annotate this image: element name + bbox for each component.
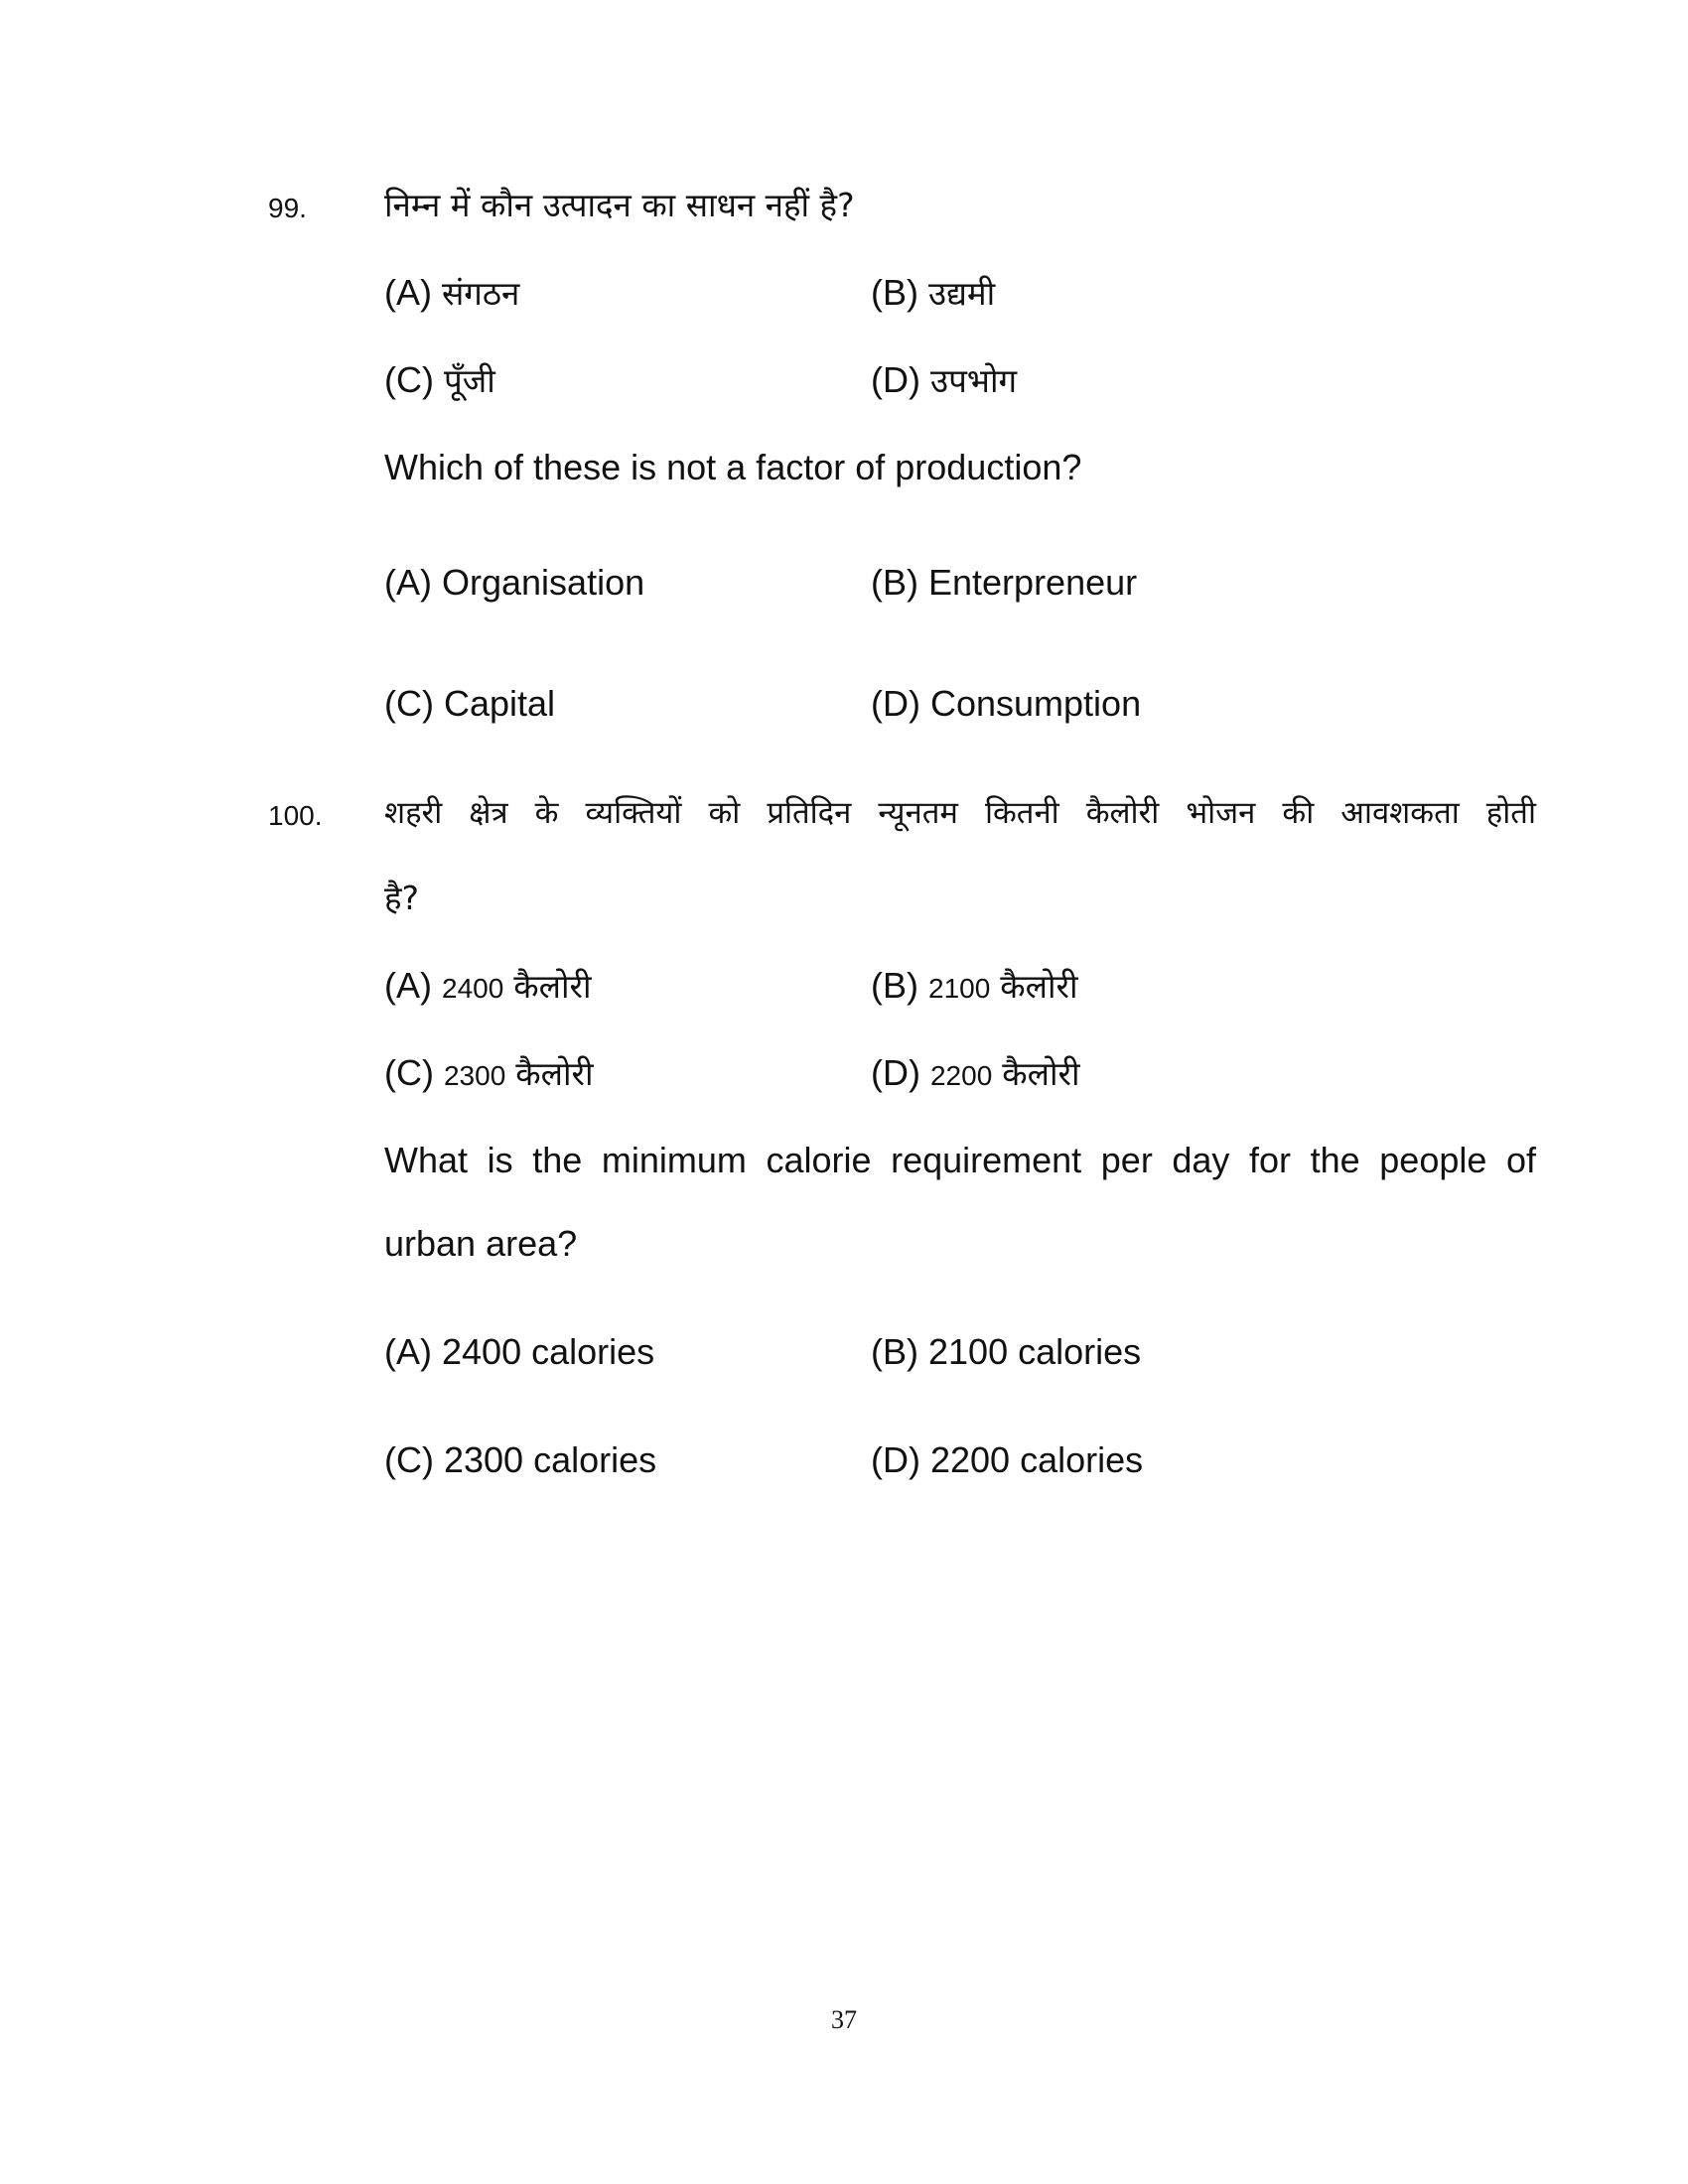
option-b-english xyxy=(871,1327,1141,1377)
option-a-english xyxy=(384,1327,654,1377)
option-text: Enterpreneur xyxy=(928,562,1138,603)
option-c-hindi xyxy=(384,1048,594,1101)
option-text: 2300 calories xyxy=(443,1439,657,1480)
option-text: उपभोग xyxy=(929,361,1018,400)
option-label: (D) xyxy=(871,359,920,400)
option-number: 2400 xyxy=(442,973,504,1004)
option-a-hindi xyxy=(384,961,592,1014)
option-d-english xyxy=(871,1435,1143,1485)
option-unit: कैलोरी xyxy=(1002,1054,1080,1093)
option-label: (B) xyxy=(871,562,918,603)
question-number: 100. xyxy=(268,800,323,831)
option-text: Capital xyxy=(443,683,556,724)
option-label: (D) xyxy=(871,1052,920,1093)
question-text-english: Which of these is not a factor of production? xyxy=(384,447,1082,487)
option-label: (B) xyxy=(871,272,918,313)
option-label: (A) xyxy=(384,1331,432,1372)
option-b-hindi xyxy=(871,268,995,319)
option-label: (A) xyxy=(384,272,432,313)
option-label: (C) xyxy=(384,359,434,400)
option-label: (B) xyxy=(871,1331,918,1372)
option-label: (D) xyxy=(871,1439,920,1480)
option-text: Consumption xyxy=(929,683,1142,724)
option-number: 2100 xyxy=(928,973,991,1004)
option-label: (B) xyxy=(871,965,918,1006)
question-text-hindi-line1: शहरी क्षेत्र के व्यक्तियों को प्रतिदिन न्यूनतम कितनी कैलोरी भोजन की आवशकता होती xyxy=(384,795,1536,831)
question-text-hindi: निम्न में कौन उत्पादन का साधन नहीं है? xyxy=(384,186,855,224)
option-text: संगठन xyxy=(442,274,520,313)
option-a-english xyxy=(384,558,644,608)
option-label: (D) xyxy=(871,683,920,724)
option-label: (C) xyxy=(384,1439,434,1480)
option-b-english xyxy=(871,558,1137,608)
option-text: उद्यमी xyxy=(928,274,996,313)
option-number: 2200 xyxy=(929,1060,993,1091)
question-text-english-line1: What is the minimum calorie requirement per day for the people of xyxy=(384,1140,1536,1180)
option-c-english xyxy=(384,679,555,729)
option-unit: कैलोरी xyxy=(1000,967,1078,1006)
option-a-hindi xyxy=(384,268,519,319)
question-number: 99. xyxy=(268,193,307,223)
option-d-english xyxy=(871,679,1141,729)
option-label: (A) xyxy=(384,562,432,603)
page-number: 37 xyxy=(831,2005,857,2034)
option-text: पूँजी xyxy=(443,361,495,400)
option-label: (C) xyxy=(384,683,434,724)
option-text: Organisation xyxy=(442,562,645,603)
question-text-hindi-line2: है? xyxy=(384,879,420,917)
option-c-hindi xyxy=(384,355,495,406)
option-b-hindi xyxy=(871,961,1078,1014)
option-label: (A) xyxy=(384,965,432,1006)
question-text-english-line2: urban area? xyxy=(384,1223,578,1264)
option-label: (C) xyxy=(384,1052,434,1093)
option-text: 2200 calories xyxy=(929,1439,1144,1480)
option-d-hindi xyxy=(871,355,1017,406)
option-unit: कैलोरी xyxy=(513,967,592,1006)
option-unit: कैलोरी xyxy=(515,1054,594,1093)
option-d-hindi xyxy=(871,1048,1080,1101)
option-number: 2300 xyxy=(443,1060,506,1091)
option-c-english xyxy=(384,1435,656,1485)
option-text: 2100 calories xyxy=(928,1331,1142,1372)
option-text: 2400 calories xyxy=(442,1331,655,1372)
